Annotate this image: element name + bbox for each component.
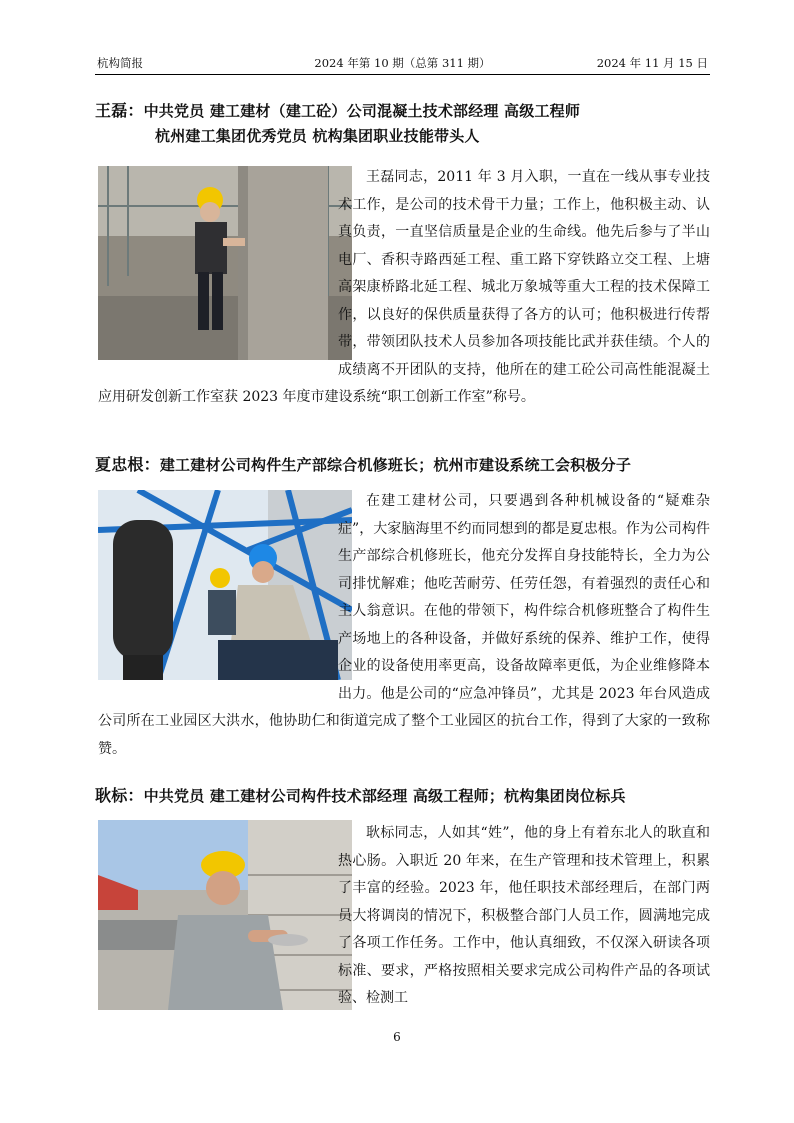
section-2-body xyxy=(98,488,710,763)
section-2-text: 在建工建材公司，只要遇到各种机械设备的“疑难杂症”，大家脑海里不约而同想到的都是夏忠根。作为公司构件生产部综合机修班长，他充分发挥自身技能特长，全力为公司排忧解难；他吃苦耐劳、任劳任怨，有着强烈的责任心和主人翁意识。在他的带领下，构件综合机修班整合了构件生产场地上的各种设备，并做好系统的保养、维护工作，使得企业的设备使用率更高，设备故障率更低，为企业维修降本出力。他是公司的“应急冲锋员”，尤其是 2023 年台风造成公司所在工业园区大洪水，他协助仁和街道完成了整个工业园区的抗台工作，得到了大家的一致称赞。 xyxy=(98,493,710,757)
page-number: 6 xyxy=(393,1030,401,1044)
section-3-body xyxy=(98,820,710,1016)
section-1-title-line1: 中共党员 建工建材（建工砼）公司混凝土技术部经理 高级工程师 xyxy=(143,102,581,120)
section-1-body xyxy=(98,164,710,412)
section-1-title-line2-row xyxy=(155,125,480,146)
section-2-name: 夏忠根： xyxy=(95,455,160,474)
photo-wang-lei xyxy=(70,166,324,360)
section-1-name: 王磊： xyxy=(95,101,144,120)
photo-geng-biao xyxy=(70,820,324,1010)
section-3-title xyxy=(95,783,626,806)
page-header xyxy=(95,52,710,75)
photo-xia-zhonggen xyxy=(70,490,324,680)
section-2-title xyxy=(95,452,631,475)
section-2-title-line1: 建工建材公司构件生产部综合机修班长；杭州市建设系统工会积极分子 xyxy=(159,456,632,474)
header-publication: 杭构简报 xyxy=(97,56,143,70)
section-3-name: 耿标： xyxy=(95,786,144,805)
header-issue: 2024 年第 10 期（总第 311 期） xyxy=(314,56,491,70)
section-3-title-line1: 中共党员 建工建材公司构件技术部经理 高级工程师；杭构集团岗位标兵 xyxy=(143,787,626,805)
section-3-text: 耿标同志，人如其“姓”，他的身上有着东北人的耿直和热心肠。入职近 20 年来，在生产管理和技术管理上，积累了丰富的经验。2023 年，他任职技术部经理后，在部门两员大将调岗的情况下，积极整合部门人员工作，圆满地完成了各项工作任务。工作中，他认真细致，不仅深入研读各项标准、要求，严格按照相关要求完成公司构件产品的各项试验、检测工 xyxy=(338,825,710,1006)
section-1-title-line2: 杭州建工集团优秀党员 杭构集团职业技能带头人 xyxy=(155,127,480,145)
header-date: 2024 年 11 月 15 日 xyxy=(596,56,708,70)
section-1-text: 王磊同志，2011 年 3 月入职，一直在一线从事专业技术工作，是公司的技术骨干力量；工作上，他积极主动、认真负责，一直坚信质量是企业的生命线。他先后参与了半山电厂、香积寺路西延工程、重工路下穿铁路立交工程、上塘高架康桥路北延工程、城北万象城等重大工程的技术保障工作，以良好的保供质量获得了各方的认可；他积极进行传帮带，带领团队技术人员参加各项技能比武并获佳绩。个人的成绩离不开团队的支持，他所在的建工砼公司高性能混凝土应用研发创新工作室获 2023 年度市建设系统“职工创新工作室”称号。 xyxy=(98,169,710,405)
section-1-title xyxy=(95,98,580,121)
